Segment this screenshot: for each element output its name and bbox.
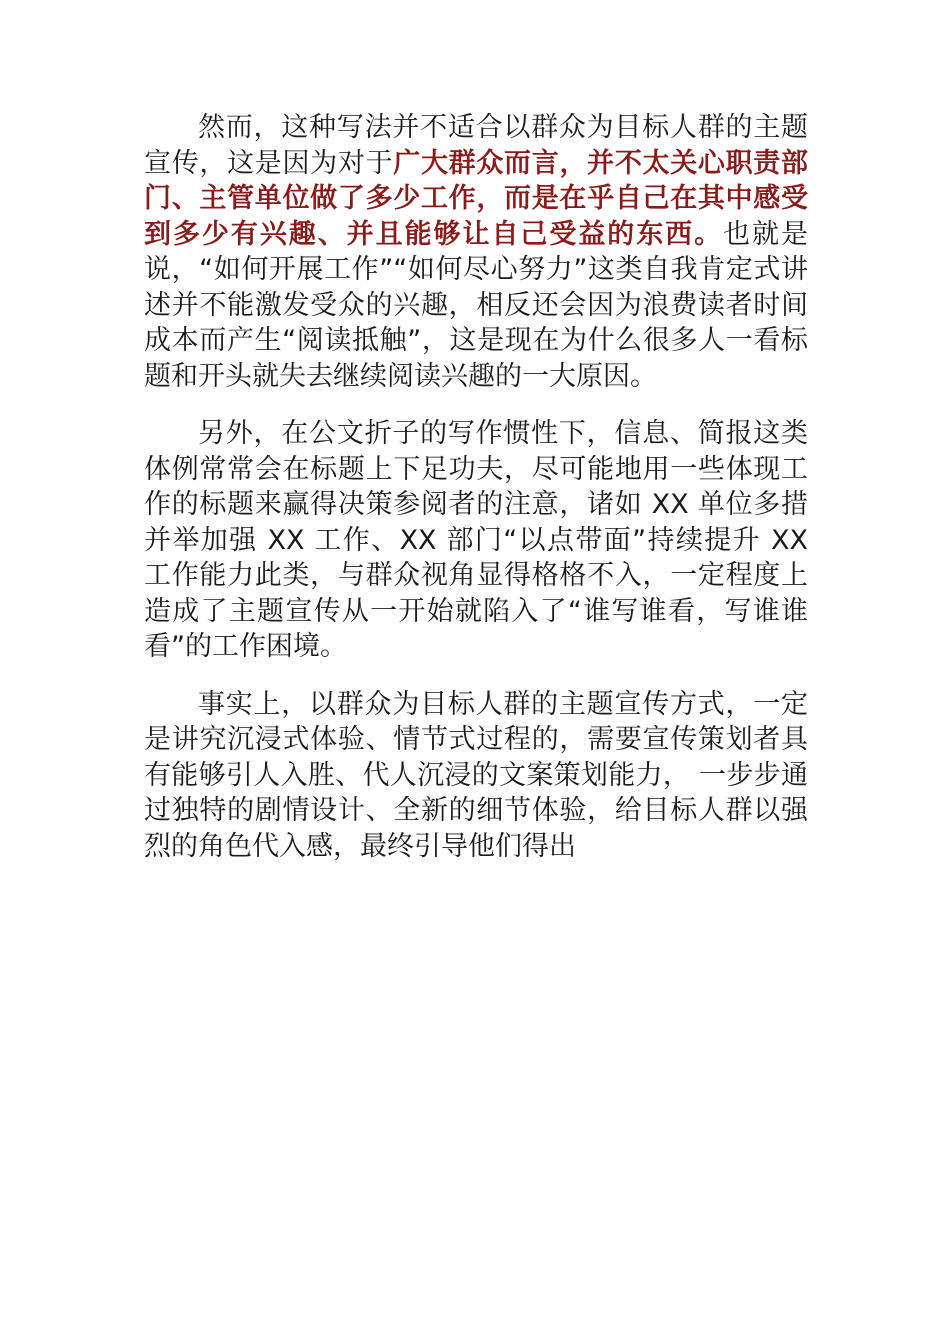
paragraph-1-text-after: 也就是说，“如何开展工作”“如何尽心努力”这类自我肯定式讲述并不能激发受众的兴趣，相反还会因为浪费读者时间成本而产生“阅读抵触”，这是现在为什么很多人一看标题和开头就失去继续阅读兴趣的一大原因。 [144, 218, 809, 392]
paragraph-2: 另外，在公文折子的写作惯性下，信息、简报这类体例常常会在标题上下足功夫，尽可能地用一些体现工作的标题来赢得决策参阅者的注意，诸如 XX 单位多措并举加强 XX 工作、XX 部门“以点带面”持续提升 XX 工作能力此类，与群众视角显得格格不入，一定程度上造成了主题宣传从一开始就陷入了“谁写谁看，写谁谁看”的工作困境。 [144, 418, 808, 662]
paragraph-1-text-before: 然而，这种写法并不适合以群众为目标人群的主题宣传，这是因为对于 [144, 112, 808, 179]
document-body [144, 110, 808, 886]
paragraph-1-emphasis: 广大群众而言，并不太关心职责部门、主管单位做了多少工作，而是在乎自己在其中感受到多少有兴趣、并且能够让自己受益的东西。 [144, 147, 809, 250]
paragraph-3: 事实上，以群众为目标人群的主题宣传方式，一定是讲究沉浸式体验、情节式过程的，需要宣传策划者具有能够引人入胜、代人沉浸的文案策划能力， 一步步通过独特的剧情设计、全新的细节体验，给目标人群以强烈的角色代入感，最终引导他们得出 [144, 688, 808, 862]
paragraph-1 [144, 110, 808, 394]
